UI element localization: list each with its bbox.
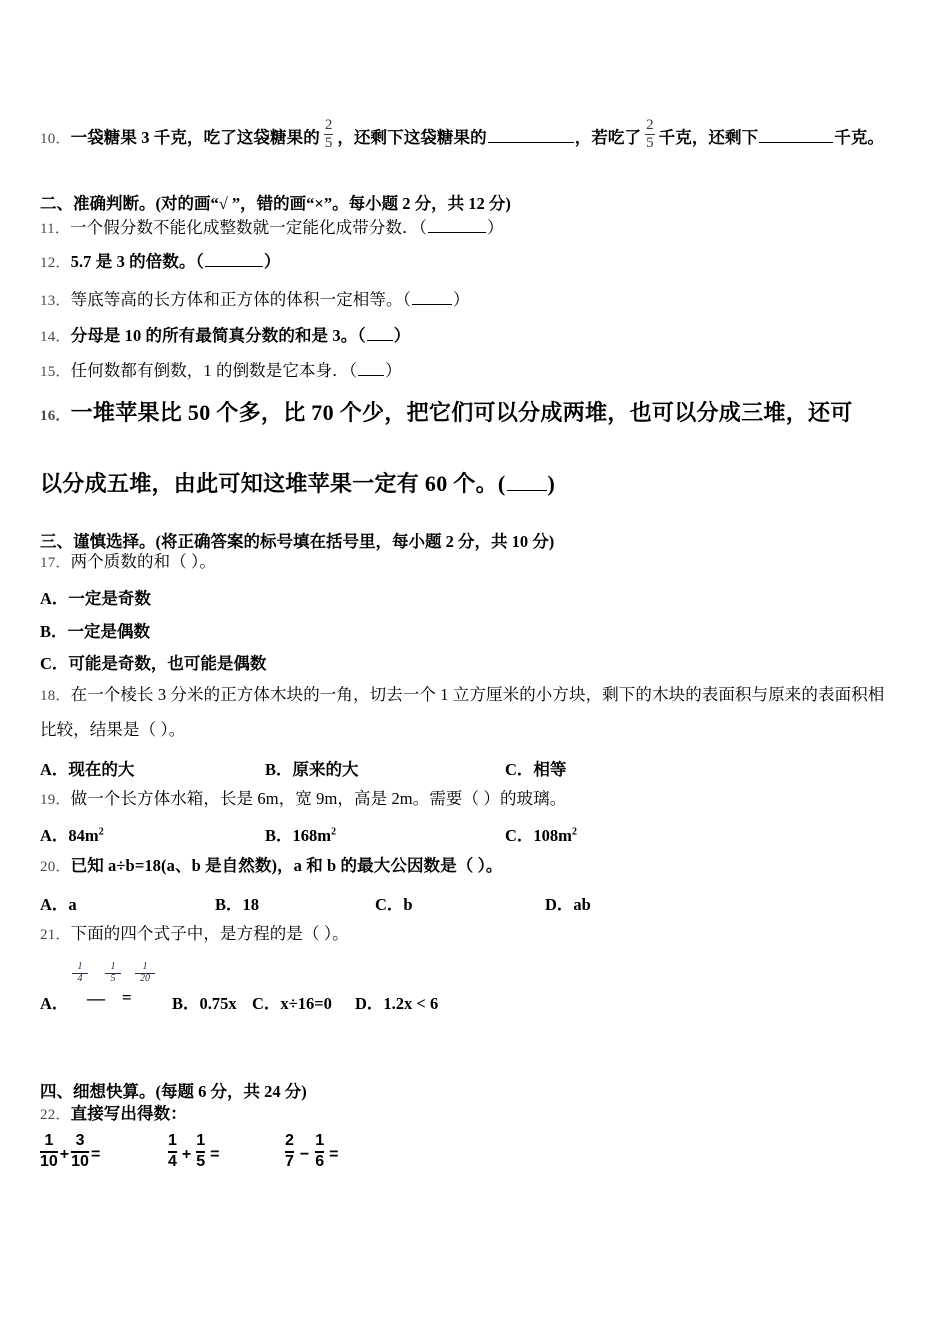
question-19-option-a[interactable] <box>40 822 104 846</box>
question-17-option-a[interactable] <box>40 585 151 609</box>
question-20-option-d[interactable] <box>545 891 591 915</box>
fraction-numerator: 2 <box>646 117 654 133</box>
fraction-one-fifth <box>105 962 121 984</box>
option-label: C． <box>252 994 281 1013</box>
option-text: a <box>68 895 77 914</box>
question-16-line-1 <box>40 396 853 427</box>
option-label: B． <box>265 826 293 845</box>
section-4-heading: 四、细想快算。(每题 6 分，共 24 分) <box>40 1082 307 1101</box>
question-10-text-1: 一袋糖果 3 千克，吃了这袋糖果的 <box>70 127 320 147</box>
option-label: B． <box>265 760 293 779</box>
answer-blank[interactable] <box>759 126 833 143</box>
question-11-text: 一个假分数不能化成整数就一定能化成带分数．（ <box>70 218 427 237</box>
fraction-numerator: 1 <box>142 961 148 972</box>
equals-operator: = <box>122 988 132 1007</box>
question-21-number: 21． <box>40 927 71 943</box>
option-text: 一定是奇数 <box>68 589 151 608</box>
question-15-text: 任何数都有倒数，1 的倒数是它本身．（ <box>70 361 358 380</box>
question-22-expression-1 <box>40 1133 102 1171</box>
judgement-blank[interactable] <box>367 324 393 341</box>
question-16-line-2 <box>40 467 555 498</box>
judgement-blank[interactable] <box>412 288 452 305</box>
question-12-tail: ） <box>263 252 281 271</box>
option-label: B． <box>40 622 68 641</box>
option-label: A． <box>40 826 69 845</box>
fraction-denominator: 7 <box>285 1152 294 1170</box>
fraction-numerator: 1 <box>315 1132 325 1149</box>
question-20 <box>40 858 920 875</box>
option-text: 相等 <box>533 760 567 779</box>
option-label: C． <box>505 760 534 779</box>
option-text: 18 <box>242 895 260 914</box>
question-18-line-1 <box>40 687 920 704</box>
question-13 <box>40 288 920 309</box>
equals-operator: = <box>90 1146 101 1164</box>
question-16-text-line-1: 一堆苹果比 50 个多，比 70 个少，把它们可以分成两堆，也可以分成三堆，还可 <box>70 400 853 425</box>
question-11-number: 11． <box>40 221 71 237</box>
fraction-one-tenth <box>40 1133 58 1171</box>
question-16-tail: ) <box>547 471 556 496</box>
question-20-number: 20． <box>40 859 71 875</box>
section-3-heading: 三、谨慎选择。(将正确答案的标号填在括号里，每小题 2 分，共 10 分) <box>40 532 555 551</box>
option-label: C． <box>375 895 404 914</box>
question-17-text: 两个质数的和（ ）。 <box>70 552 216 571</box>
question-11-tail: ） <box>487 218 504 237</box>
fraction-numerator: 2 <box>285 1132 294 1149</box>
question-14-tail: ） <box>393 326 411 345</box>
option-value: 84m <box>68 826 99 845</box>
option-text: b <box>403 895 413 914</box>
option-label: A． <box>40 895 69 914</box>
fraction-numerator: 1 <box>110 961 116 972</box>
question-16-number: 16． <box>40 408 71 424</box>
option-text: 一定是偶数 <box>67 622 151 641</box>
question-18-line-2 <box>40 722 920 739</box>
plus-operator: + <box>59 1146 70 1164</box>
question-18-option-c[interactable] <box>505 756 566 780</box>
fraction-denominator: 10 <box>71 1152 89 1170</box>
fraction-numerator: 3 <box>75 1132 85 1149</box>
question-15-tail: ） <box>385 361 402 380</box>
superscript-two: 2 <box>331 826 337 838</box>
question-21-option-a[interactable] <box>40 990 68 1014</box>
question-22-expression-2 <box>168 1133 225 1171</box>
fraction-two-fifths-b <box>644 118 656 152</box>
option-text: 现在的大 <box>68 760 135 779</box>
question-16-text-line-2: 以分成五堆，由此可知这堆苹果一定有 60 个。( <box>40 471 506 496</box>
question-21-text: 下面的四个式子中，是方程的是（ ）。 <box>70 924 349 943</box>
fraction-denominator: 5 <box>646 135 654 152</box>
question-17-number: 17． <box>40 555 71 571</box>
question-10-text-4: 千克，还剩下 <box>658 127 759 147</box>
question-20-option-b[interactable] <box>215 891 259 915</box>
option-label: A． <box>40 760 69 779</box>
question-22-number: 22． <box>40 1107 71 1123</box>
option-label: C． <box>505 826 534 845</box>
question-19-option-c[interactable] <box>505 822 577 846</box>
question-12-number: 12． <box>40 255 71 271</box>
option-text: 0.75x <box>199 994 237 1013</box>
question-20-text: 已知 a÷b=18(a、b 是自然数)，a 和 b 的最大公因数是（ ）。 <box>70 856 503 875</box>
superscript-two: 2 <box>571 826 578 838</box>
fraction-denominator: 5 <box>196 1152 206 1170</box>
minus-operator: − <box>299 1146 310 1164</box>
question-20-option-a[interactable] <box>40 891 77 915</box>
question-21-option-d[interactable] <box>355 990 438 1014</box>
question-14-number: 14． <box>40 329 71 345</box>
question-19-option-b[interactable] <box>265 822 336 846</box>
question-20-option-c[interactable] <box>375 891 413 915</box>
question-11 <box>40 216 920 237</box>
question-17-option-b[interactable] <box>40 618 150 642</box>
question-13-number: 13． <box>40 293 71 309</box>
judgement-blank[interactable] <box>428 216 486 233</box>
fraction-denominator: 6 <box>315 1152 325 1170</box>
fraction-denominator: 4 <box>77 973 83 984</box>
question-21 <box>40 926 920 943</box>
fraction-denominator: 5 <box>324 135 333 152</box>
option-text: ab <box>573 895 591 914</box>
fraction-denominator: 10 <box>40 1152 58 1170</box>
question-15 <box>40 359 920 380</box>
fraction-denominator: 20 <box>140 973 150 984</box>
judgement-blank[interactable] <box>205 250 263 267</box>
option-value: 168m <box>292 826 332 845</box>
question-13-tail: ） <box>452 290 470 309</box>
fraction-denominator: 4 <box>168 1152 177 1170</box>
option-label: B． <box>215 895 243 914</box>
question-21-option-c[interactable] <box>252 990 332 1014</box>
option-text: x÷16=0 <box>280 994 332 1013</box>
question-12 <box>40 250 920 271</box>
question-10 <box>40 118 920 152</box>
question-17-option-c[interactable] <box>40 650 266 674</box>
option-label: A． <box>40 589 69 608</box>
judgement-blank[interactable] <box>507 468 547 491</box>
fraction-numerator: 1 <box>196 1132 206 1149</box>
option-text: 可能是奇数，也可能是偶数 <box>68 654 267 673</box>
question-13-text: 等底等高的长方体和正方体的体积一定相等。（ <box>70 290 411 309</box>
question-14 <box>40 324 920 345</box>
fraction-two-fifths-a <box>323 118 335 152</box>
option-label: B． <box>172 994 200 1013</box>
question-18-number: 18． <box>40 688 71 704</box>
question-18-text-line-1: 在一个棱长 3 分米的正方体木块的一角，切去一个 1 立方厘米的小方块，剩下的木块的表面积与原来的表面积相 <box>70 685 885 704</box>
question-21-option-b[interactable] <box>172 990 237 1014</box>
question-22 <box>40 1106 920 1123</box>
fraction-one-fourth <box>168 1133 177 1171</box>
judgement-blank[interactable] <box>358 359 384 376</box>
fraction-denominator: 5 <box>110 973 116 984</box>
plus-operator: + <box>181 1146 192 1164</box>
fraction-one-fourth <box>72 962 88 984</box>
question-18-text-line-2: 比较，结果是（ ）。 <box>40 720 186 739</box>
fraction-numerator: 2 <box>324 117 333 133</box>
option-label: A． <box>40 994 69 1013</box>
option-value: 108m <box>533 826 572 845</box>
question-22-expression-3 <box>285 1133 344 1171</box>
question-19-text: 做一个长方体水箱，长是 6m，宽 9m，高是 2m。需要（ ）的玻璃。 <box>70 789 567 808</box>
option-text: 原来的大 <box>292 760 359 779</box>
fraction-one-sixth <box>315 1133 324 1171</box>
question-10-text-3: ，若吃了 <box>574 127 642 147</box>
question-14-text: 分母是 10 的所有最简真分数的和是 3。（ <box>70 326 366 345</box>
equals-operator: = <box>210 1146 220 1164</box>
answer-blank[interactable] <box>488 126 574 143</box>
option-text: 1.2x < 6 <box>383 994 439 1013</box>
question-19 <box>40 791 920 808</box>
superscript-two: 2 <box>98 826 104 838</box>
question-18-option-b[interactable] <box>265 756 359 780</box>
question-22-text: 直接写出得数： <box>70 1104 187 1123</box>
fraction-two-sevenths <box>285 1133 294 1171</box>
fraction-numerator: 1 <box>77 961 83 972</box>
question-19-number: 19． <box>40 792 71 808</box>
fraction-numerator: 1 <box>168 1132 177 1149</box>
fraction-three-tenths <box>71 1133 89 1171</box>
fraction-numerator: 1 <box>44 1132 54 1149</box>
minus-operator: — <box>87 988 105 1008</box>
question-10-number: 10． <box>40 130 71 147</box>
option-label: D． <box>545 895 574 914</box>
fraction-one-twentieth <box>135 962 155 984</box>
option-label: C． <box>40 654 69 673</box>
fraction-one-fifth <box>196 1133 205 1171</box>
question-15-number: 15． <box>40 364 71 380</box>
question-10-text-5: 千克。 <box>834 127 885 147</box>
equals-operator: = <box>329 1146 339 1164</box>
question-10-text-2: ，还剩下这袋糖果的 <box>337 127 487 147</box>
option-label: D． <box>355 994 384 1013</box>
section-2-heading: 二、准确判断。(对的画“√ ”，错的画“×”。每小题 2 分，共 12 分) <box>40 194 511 213</box>
question-17 <box>40 554 920 571</box>
question-18-option-a[interactable] <box>40 756 134 780</box>
question-12-text: 5.7 是 3 的倍数。（ <box>70 252 204 271</box>
